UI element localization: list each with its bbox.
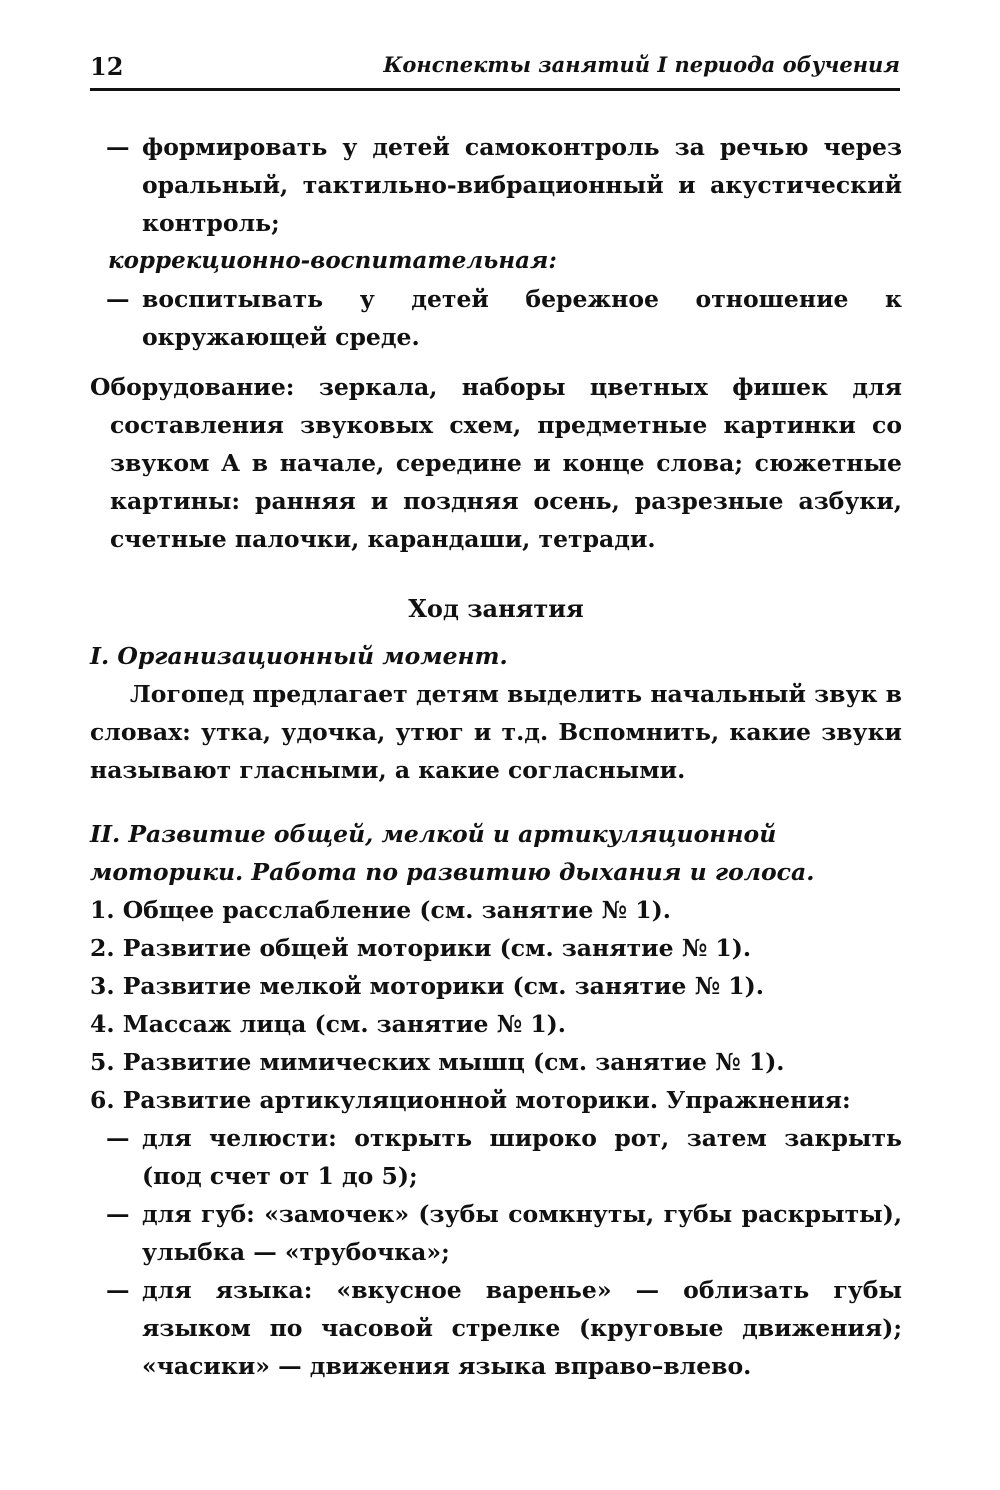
running-title: Конспекты занятий I периода обучения <box>383 52 900 77</box>
section2-heading: II. Развитие общей, мелкой и артикуляционной моторики. Работа по развитию дыхания и голоса. <box>90 820 815 886</box>
dash-marker: — <box>106 1124 130 1152</box>
dash-marker: — <box>106 285 130 313</box>
goal-item-text: воспитывать у детей бережное отношение к окружающей среде. <box>142 285 902 351</box>
numbered-item-2: 2. Развитие общей моторики (см. занятие № 1). <box>90 934 752 962</box>
numbered-item-1: 1. Общее расслабление (см. занятие № 1). <box>90 896 671 924</box>
exercise-text: для челюсти: открыть широко рот, затем закрыть (под счет от 1 до 5); <box>142 1124 902 1190</box>
exercise-text: для губ: «замочек» (зубы сомкнуты, губы раскрыты), улыбка — «трубочка»; <box>142 1200 902 1266</box>
section1-heading: I. Организационный момент. <box>90 642 508 670</box>
goal-category-label: коррекционно-воспитательная: <box>108 247 557 274</box>
page-header <box>90 48 900 91</box>
goal-item-text: формировать у детей самоконтроль за речью через оральный, тактильно-вибрационный и акустический контроль; <box>142 133 902 237</box>
equipment-text: зеркала, наборы цветных фишек для составления звуковых схем, предметные картинки со звуком А в начале, середине и конце слова; сюжетные картины: ранняя и поздняя осень, разрезные азбуки, счетные палочки, карандаши, тетради. <box>110 373 902 553</box>
exercise-text: для языка: «вкусное варенье» — облизать губы языком по часовой стрелке (круговые движения); «часики» — движения языка вправо–влево. <box>142 1276 902 1380</box>
exercise-lips <box>90 1195 902 1271</box>
numbered-item-4: 4. Массаж лица (см. занятие № 1). <box>90 1010 566 1038</box>
dash-marker: — <box>106 133 130 161</box>
lesson-title: Ход занятия <box>408 594 584 623</box>
numbered-item-3: 3. Развитие мелкой моторики (см. занятие № 1). <box>90 972 764 1000</box>
exercise-tongue <box>90 1271 902 1385</box>
exercise-jaw <box>90 1119 902 1195</box>
section1-text: Логопед предлагает детям выделить начальный звук в словах: утка, удочка, утюг и т.д. Вспомнить, какие звуки называют гласными, а какие согласными. <box>90 680 902 784</box>
equipment-paragraph <box>90 368 902 558</box>
numbered-item-5: 5. Развитие мимических мышц (см. занятие № 1). <box>90 1048 785 1076</box>
page-body <box>90 128 902 1385</box>
goal-item-environment <box>90 280 902 356</box>
page-number: 12 <box>90 52 124 81</box>
goal-item-self-control <box>90 128 902 242</box>
numbered-item-6: 6. Развитие артикуляционной моторики. Упражнения: <box>90 1086 851 1114</box>
dash-marker: — <box>106 1200 130 1228</box>
dash-marker: — <box>106 1276 130 1304</box>
equipment-label: Оборудование: <box>90 373 295 401</box>
